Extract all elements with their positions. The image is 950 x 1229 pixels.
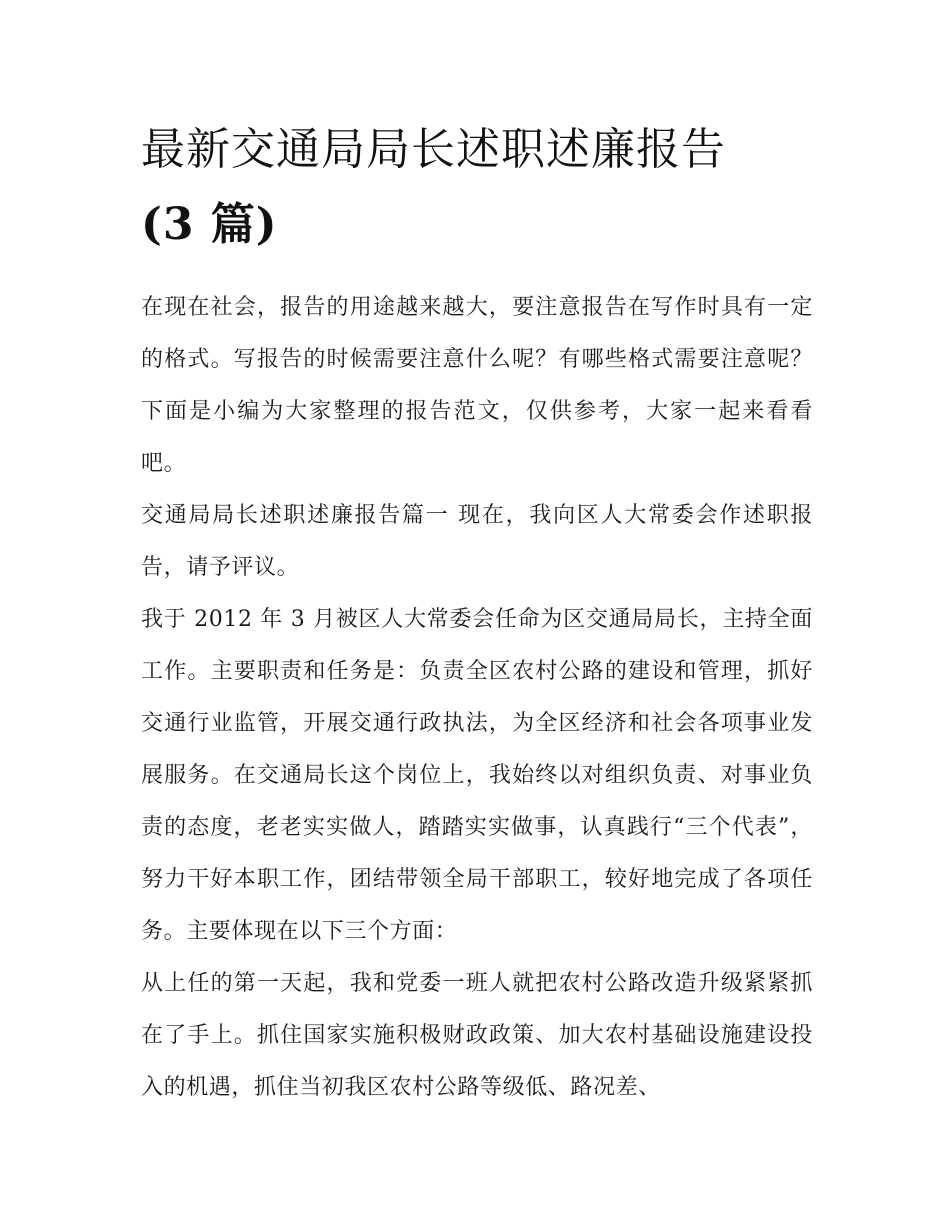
document-body — [141, 112, 813, 1114]
paragraph-duties: 我于 2012 年 3 月被区人大常委会任命为区交通局局长，主持全面工作。主要职责和任务是：负责全区农村公路的建设和管理，抓好交通行业监管，开展交通行政执法，为全区经济和社会各项事业发展服务。在交通局长这个岗位上，我始终以对组织负责、对事业负责的态度，老老实实做人，踏踏实实做事，认真践行“三个代表”，努力干好本职工作，团结带领全局干部职工，较好地完成了各项任务。主要体现在以下三个方面： — [141, 607, 813, 944]
paragraph-section-heading: 交通局局长述职述廉报告篇一 现在，我向区人大常委会作述职报告，请予评议。 — [141, 503, 813, 580]
title-main-text: 最新交通局局长述职述廉报告 — [141, 124, 726, 175]
title-count-text: (3 篇) — [141, 199, 278, 250]
paragraph-intro: 在现在社会，报告的用途越来越大，要注意报告在写作时具有一定的格式。写报告的时候需要注意什么呢？有哪些格式需要注意呢？下面是小编为大家整理的报告范文，仅供参考，大家一起来看看吧。 — [141, 295, 813, 476]
document-title — [141, 112, 813, 262]
paragraph-road-upgrade: 从上任的第一天起，我和党委一班人就把农村公路改造升级紧紧抓在了手上。抓住国家实施积极财政政策、加大农村基础设施建设投入的机遇，抓住当初我区农村公路等级低、路况差、 — [141, 971, 813, 1100]
